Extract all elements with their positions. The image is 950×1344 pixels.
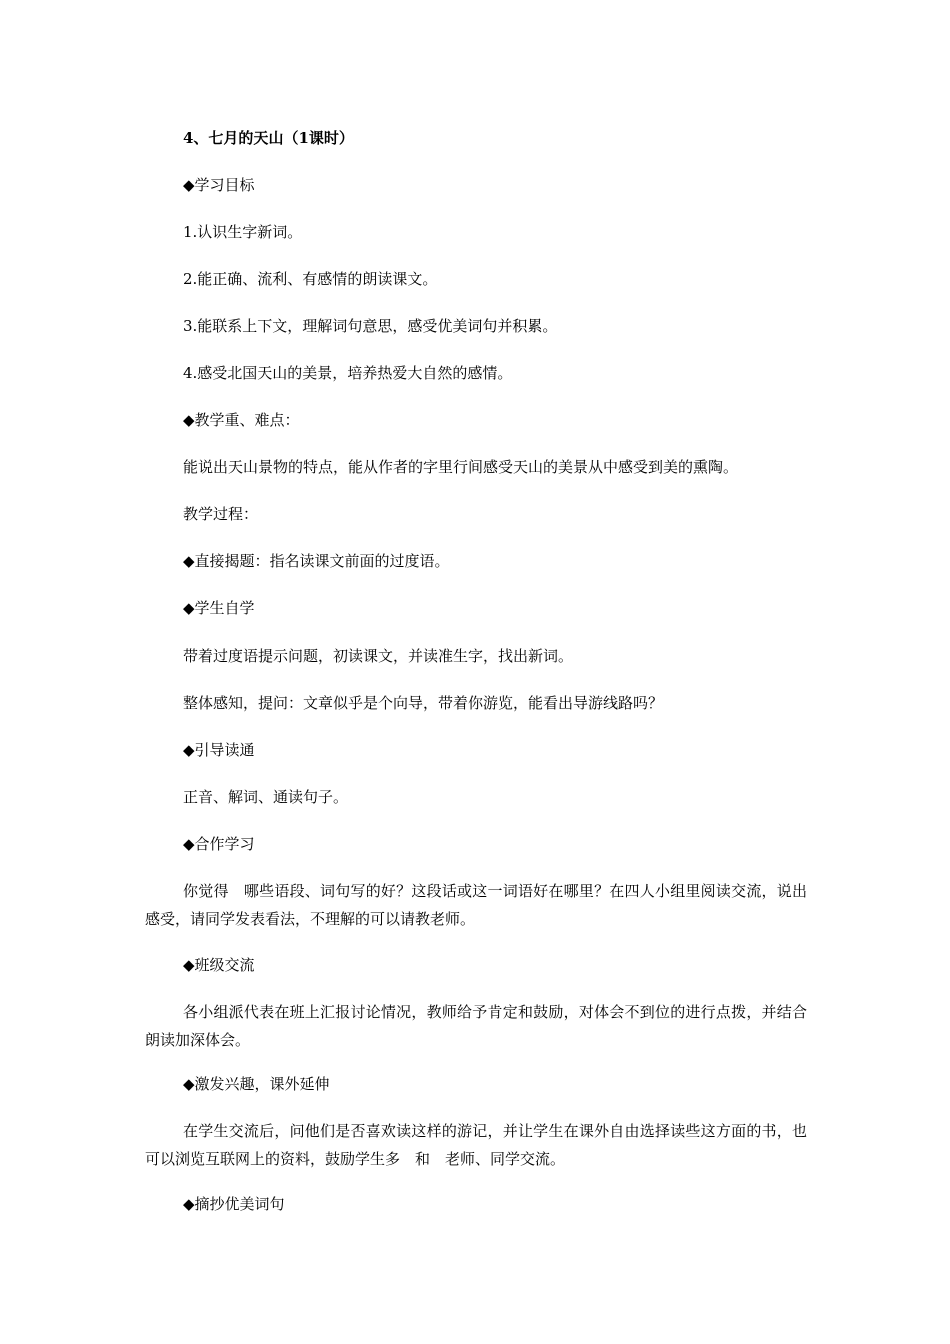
key-points-heading: ◆教学重、难点： bbox=[183, 411, 300, 429]
step-self-study-text: 整体感知，提问：文章似乎是个向导，带着你游览，能看出导游线路吗？ bbox=[183, 694, 664, 712]
key-points-text: 能说出天山景物的特点，能从作者的字里行间感受天山的美景从中感受到美的熏陶。 bbox=[183, 458, 739, 476]
step-extension-text: 在学生交流后，问他们是否喜欢读这样的游记，并让学生在课外自由选择读些这方面的书，也可以浏览互联网上的资料，鼓励学生多 和 老师、同学交流。 bbox=[145, 1122, 807, 1168]
step-class-exchange-heading: ◆班级交流 bbox=[183, 956, 255, 974]
step-cooperative-learning-heading: ◆合作学习 bbox=[183, 835, 255, 853]
objective-item: 2.能正确、流利、有感情的朗读课文。 bbox=[183, 270, 438, 288]
step-self-study-text: 带着过度语提示问题，初读课文，并读准生字，找出新词。 bbox=[183, 647, 574, 665]
objectives-heading: ◆学习目标 bbox=[183, 176, 255, 194]
lesson-title: 4、七月的天山（1课时） bbox=[183, 129, 354, 147]
objective-item: 1.认识生字新词。 bbox=[183, 223, 303, 241]
step-guided-reading-heading: ◆引导读通 bbox=[183, 741, 255, 759]
objective-item: 3.能联系上下文，理解词句意思，感受优美词句并积累。 bbox=[183, 317, 558, 335]
step-cooperative-learning-text: 你觉得 哪些语段、词句写的好？这段话或这一词语好在哪里？在四人小组里阅读交流，说出感受，请同学发表看法，不理解的可以请教老师。 bbox=[145, 882, 807, 928]
step-class-exchange-text: 各小组派代表在班上汇报讨论情况，教师给予肯定和鼓励，对体会不到位的进行点拨，并结合朗读加深体会。 bbox=[145, 1003, 807, 1049]
step-direct-intro-heading: ◆直接揭题：指名读课文前面的过度语。 bbox=[183, 552, 450, 570]
step-extension-heading: ◆激发兴趣，课外延伸 bbox=[183, 1075, 330, 1093]
objective-item: 4.感受北国天山的美景，培养热爱大自然的感情。 bbox=[183, 364, 513, 382]
process-heading: 教学过程： bbox=[183, 505, 259, 523]
step-self-study-heading: ◆学生自学 bbox=[183, 599, 255, 617]
step-guided-reading-text: 正音、解词、通读句子。 bbox=[183, 788, 349, 806]
step-excerpt-heading: ◆摘抄优美词句 bbox=[183, 1195, 285, 1213]
